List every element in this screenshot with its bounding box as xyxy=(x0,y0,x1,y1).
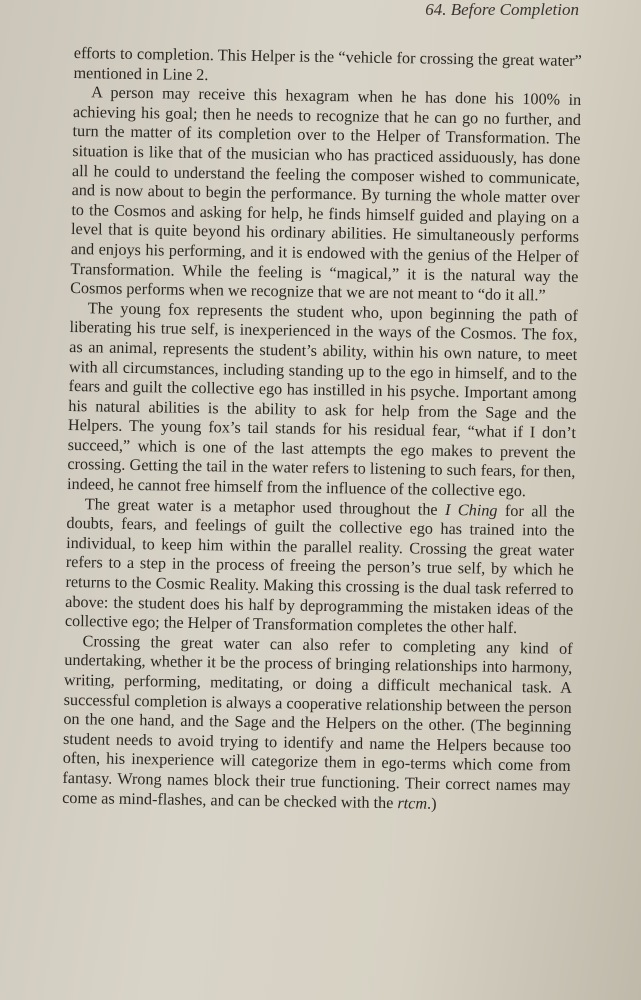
body-text xyxy=(62,44,582,816)
paragraph-4-text-a: The great water is a metaphor used throughout the xyxy=(84,494,446,519)
book-title-i-ching: I Ching xyxy=(444,500,498,520)
paragraph-5-text-a: Crossing the great water can also refer to completing any kind of undertaking, whether it be the process of bringing relationships into harmony, writing, performing, meditating, or doing a difficult mechanical task. A successful completion is always a cooperative relationship between the person on the one hand, and the Sage and the Helpers on the other. (The beginning student needs to avoid trying to identify and name the Helpers because too often, his inexperience will categorize them in ego-terms which come from fantasy. Wrong names block their true functioning. Their correct names may come as mind-flashes, and can be checked with the xyxy=(62,632,573,812)
paragraph-5-text-b: .) xyxy=(426,794,437,813)
paragraph-1: efforts to completion. This Helper is the “vehicle for crossing the great water” mentioned in Line 2. xyxy=(73,44,582,84)
running-head: 64. Before Completion xyxy=(425,0,579,19)
paragraph-3: The young fox represents the student who, upon beginning the path of liberating his true self, is inexperienced in the ways of the Cosmos. The fox, as an animal, represents the student’s ability, within his own nature, to meet with all circumstances, including standing up to the ego in himself, and to the fears and guilt the collective ego has instilled in his psyche. Important among his natural abilities is the ability to ask for help from the Sage and the Helpers. The young fox’s tail stands for his residual fear, “what if I don’t succeed,” which is one of the last attempts the ego makes to prevent the crossing. Getting the tail in the water refers to listening to such fears, for then, indeed, he cannot free himself from the influence of the collective ego. xyxy=(66,298,578,501)
paragraph-4-text-b: for all the doubts, fears, and feelings of guilt the collective ego has trained into the individual, to keep him within the parallel reality. Crossing the great water refers to a step in the process of freeing the person’s true self, by which he returns to the Cosmic Reality. Making this crossing is the dual task referred to above: the student does his half by deprogramming the mistaken ideas of the collective ego; the Helper of Transformation completes the other half. xyxy=(64,501,575,638)
abbreviation-rtcm: rtcm xyxy=(397,793,428,813)
paragraph-4 xyxy=(65,495,575,640)
paragraph-2: A person may receive this hexagram when he has done his 100% in achieving his goal; then he needs to recognize that he can go no further, and turn the matter of its completion over to the Helper of Transformation. The situation is like that of the musician who has practiced assiduously, has done all he could to understand the feeling the composer wished to communicate, and is now about to begin the performance. By turning the whole matter over to the Cosmos and asking for help, he finds himself guided and playing on a level that is quite beyond his ordinary abilities. He simultaneously performs and enjoys his performing, and it is endowed with the genius of the Helper of Transformation. While the feeling is “magical,” it is the natural way the Cosmos performs when we recognize that we are not meant to “do it all.” xyxy=(70,83,582,305)
paragraph-5 xyxy=(62,632,573,816)
